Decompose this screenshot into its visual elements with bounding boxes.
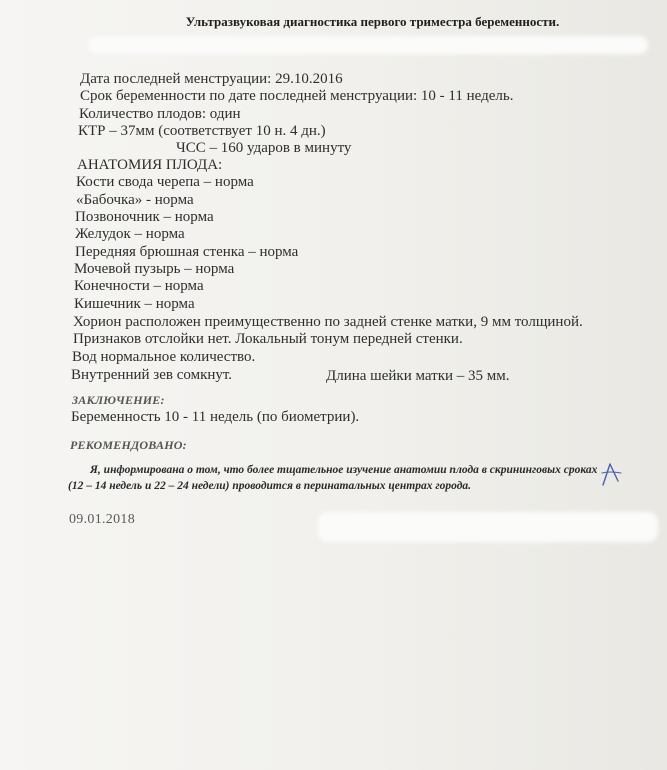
internal-os-line: Внутренний зев сомкнут.: [71, 367, 233, 383]
recommendation-line-2: (12 – 14 недель и 22 – 24 недели) проводится в перинатальных центрах города.: [68, 480, 472, 492]
butterfly-line: «Бабочка» - норма: [76, 192, 194, 208]
term-line: Срок беременности по дате последней менструации: 10 - 11 недель.: [80, 88, 514, 104]
ktr-line: КТР – 37мм (соответствует 10 н. 4 дн.): [78, 123, 326, 139]
lmp-line: Дата последней менструации: 29.10.2016: [80, 71, 343, 87]
limbs-line: Конечности – норма: [74, 278, 204, 294]
recommendation-line-1: Я, информирована о том, что более тщательное изучение анатомии плода в скрининговых сроках: [90, 464, 598, 476]
conclusion-text: Беременность 10 - 11 недель (по биометрии).: [71, 409, 360, 425]
redacted-patient-name: [88, 36, 648, 54]
heart-rate-line: ЧСС – 160 ударов в минуту: [176, 140, 352, 156]
intestine-line: Кишечник – норма: [74, 296, 195, 312]
amniotic-fluid-line: Вод нормальное количество.: [72, 349, 256, 365]
cervix-length-line: Длина шейки матки – 35 мм.: [326, 368, 510, 384]
abdominal-wall-line: Передняя брюшная стенка – норма: [75, 244, 299, 260]
pen-checkmark-icon: [600, 459, 624, 489]
skull-line: Кости свода черепа – норма: [76, 174, 254, 190]
document-title: Ультразвуковая диагностика первого триместра беременности.: [185, 14, 560, 29]
chorion-line: Хорион расположен преимущественно по задней стенке матки, 9 мм толщиной.: [73, 314, 583, 330]
redacted-signature: [318, 512, 658, 542]
bladder-line: Мочевой пузырь – норма: [74, 261, 235, 277]
spine-line: Позвоночник – норма: [75, 209, 214, 225]
document-date: 09.01.2018: [69, 512, 135, 527]
anatomy-header: АНАТОМИЯ ПЛОДА:: [77, 157, 223, 173]
fetus-count-line: Количество плодов: один: [79, 106, 241, 122]
conclusion-header: ЗАКЛЮЧЕНИЕ:: [72, 393, 165, 407]
stomach-line: Желудок – норма: [75, 226, 185, 242]
recommended-header: РЕКОМЕНДОВАНО:: [70, 438, 187, 452]
detachment-line: Признаков отслойки нет. Локальный тонум передней стенки.: [73, 331, 463, 347]
